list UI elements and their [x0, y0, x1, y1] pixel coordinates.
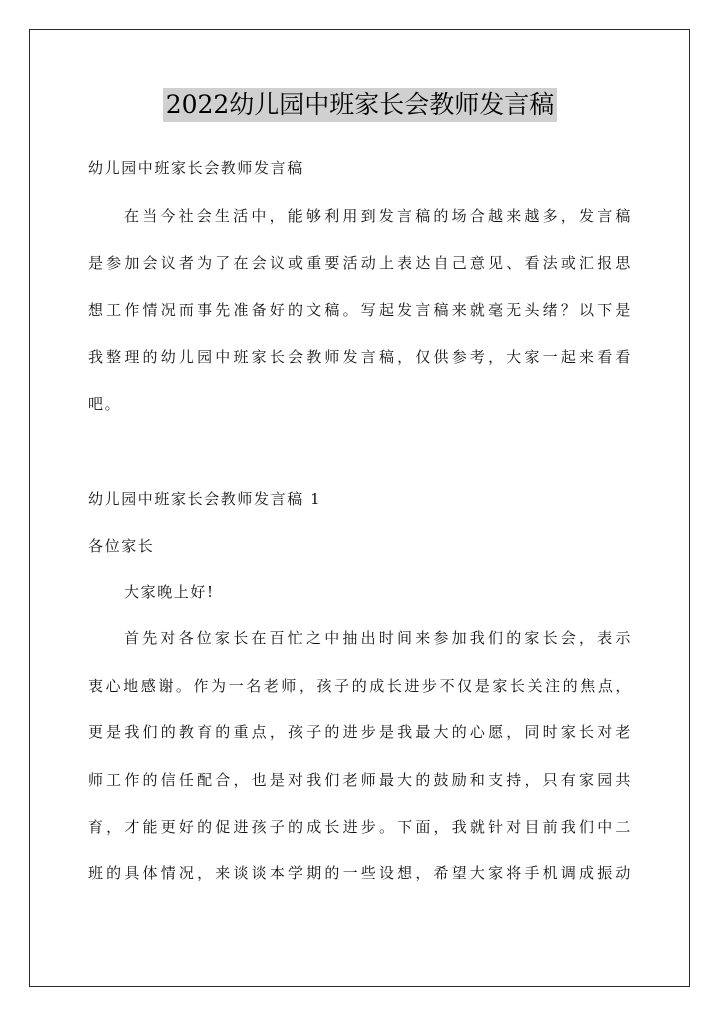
- document-title: 2022幼儿园中班家长会教师发言稿: [163, 88, 558, 122]
- intro-line-3: 想工作情况而事先准备好的文稿。写起发言稿来就毫无头绪？以下是: [88, 301, 632, 319]
- document-subtitle: 幼儿园中班家长会教师发言稿: [88, 159, 304, 177]
- title-container: [0, 88, 720, 122]
- intro-line-1: 在当今社会生活中，能够利用到发言稿的场合越来越多，发言稿: [124, 207, 632, 225]
- body-line-6: 班的具体情况，来谈谈本学期的一些设想，希望大家将手机调成振动: [88, 864, 632, 882]
- body-line-2: 衷心地感谢。作为一名老师，孩子的成长进步不仅是家长关注的焦点，: [88, 677, 632, 695]
- section-heading: 幼儿园中班家长会教师发言稿 1: [88, 490, 322, 508]
- body-line-3: 更是我们的教育的重点，孩子的进步是我最大的心愿，同时家长对老: [88, 723, 632, 741]
- salutation: 各位家长: [88, 537, 155, 555]
- body-line-5: 育，才能更好的促进孩子的成长进步。下面，我就针对目前我们中二: [88, 818, 632, 836]
- greeting: 大家晚上好!: [124, 583, 215, 601]
- intro-line-2: 是参加会议者为了在会议或重要活动上表达自己意见、看法或汇报思: [88, 254, 632, 272]
- body-line-1: 首先对各位家长在百忙之中抽出时间来参加我们的家长会，表示: [124, 629, 632, 647]
- body-line-4: 师工作的信任配合，也是对我们老师最大的鼓励和支持，只有家园共: [88, 771, 632, 789]
- intro-line-4: 我整理的幼儿园中班家长会教师发言稿，仅供参考，大家一起来看看: [88, 348, 632, 366]
- intro-line-5: 吧。: [88, 395, 122, 413]
